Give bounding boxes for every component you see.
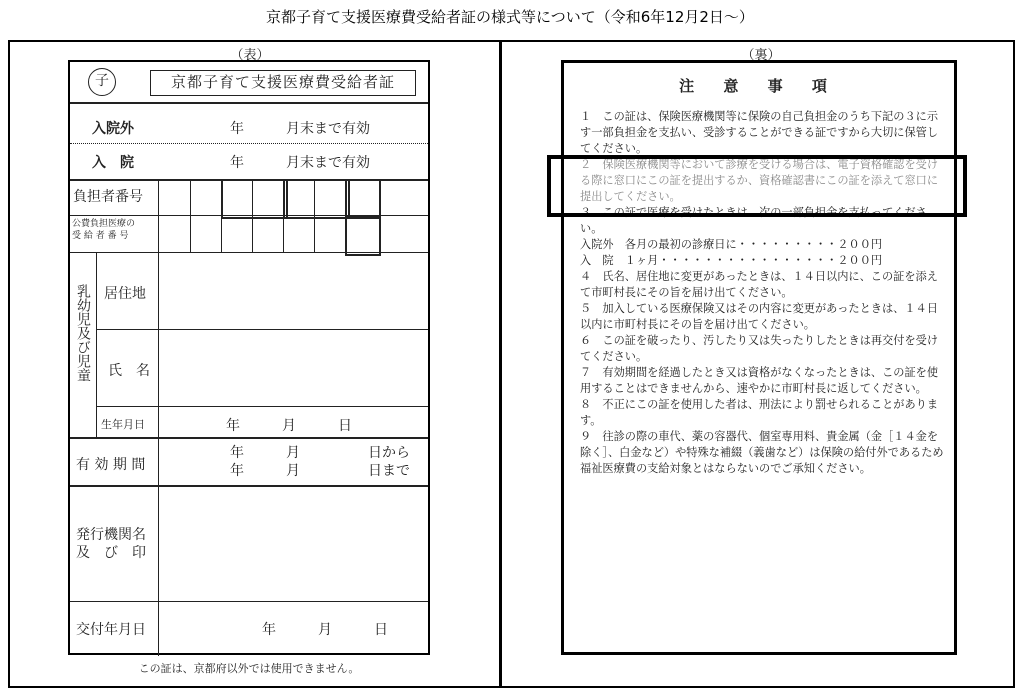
valid-to-ym: 年 月 [230,463,300,479]
usage-note: この証は、京都府以外では使用できません。 [138,662,360,675]
certificate-back [561,60,957,655]
recipient-number-label-1: 公費負担医療の [72,219,136,229]
recipient-number-label-2: 受 給 者 番 号 [72,231,129,241]
name-label: 氏 名 [108,363,150,379]
note-fee-inpatient: 入 院 １ヶ月・・・・・・・・・・・・・・・・２００円 [580,254,883,267]
front-side-label: （表） [230,48,270,63]
back-side-label: （裏） [741,48,781,63]
card-title: 京都子育て支援医療費受給者証 [150,70,416,96]
valid-from-d: 日から [368,445,410,461]
note-item: ７ 有効期間を経過したとき又は資格がなくなったときは、この証を使用することはできませんから、速やかに市町村長に返してください。 [580,366,939,395]
birthdate-label: 生年月日 [101,418,145,431]
issuer-label-2: 及 び 印 [76,545,146,561]
note-item: ８ 不正にこの証を使用した者は、刑法により罰せられることがあります。 [580,398,939,427]
note-item: ３ この証で医療を受けたときは、次の一部負担金を支払ってください。 [580,206,927,235]
child-label: 乳幼児及び児童 [75,284,91,382]
issuer-label-1: 発行機関名 [76,527,146,543]
note-item: １ この証は、保険医療機関等に保険の自己負担金のうち下記の３に示す一部負担金を支払い、受診することができる証ですから大切に保管してください。 [580,110,939,155]
valid-to-d: 日まで [368,463,410,479]
note-item: ６ この証を破ったり、汚したり又は失ったりしたときは再交付を受けてください。 [580,334,939,363]
center-divider [499,40,502,688]
outpatient-label: 入院外 [92,121,134,137]
birthdate-value: 年 月 日 [226,418,352,434]
note-item: ４ 氏名、居住地に変更があったときは、１４日以内に、この証を添えて市町村長にその旨を届け出てください。 [580,270,938,299]
issue-date-label: 交付年月日 [76,622,146,638]
valid-period-label: 有 効 期 間 [76,457,146,473]
note-fee-outpatient: 入院外 各月の最初の診療日に・・・・・・・・・２００円 [580,238,883,251]
inpatient-label: 入 院 [92,155,134,171]
valid-from-ym: 年 月 [230,445,300,461]
inpatient-validity: 年 月末まで有効 [230,155,370,171]
note-item: ２ 保険医療機関等において診療を受ける場合は、電子資格確認を受ける際に窓口にこの証を提出するか、資格確認書にこの証を添えて窓口に提出してください。 [580,158,939,203]
notes-title: 注 意 事 項 [679,77,839,95]
highlight-box [547,155,967,217]
ko-mark: 子 [88,68,116,96]
note-item: ５ 加入している医療保険又はその内容に変更があったときは、１４日以内に市町村長にその旨を届け出てください。 [580,302,938,331]
outpatient-validity: 年 月末まで有効 [230,121,370,137]
note-item: ９ 往診の際の車代、薬の容器代、個室専用料、貴金属（金［１４金を除く］、白金など）や特殊な補綴（義歯など）は保険の給付外であるため福祉医療費の支給対象とはならないのでご承知ください。 [580,430,944,475]
address-label: 居住地 [104,286,146,302]
issue-date-value: 年 月 日 [262,622,388,638]
payer-number-label: 負担者番号 [73,189,143,205]
certificate-front [68,60,430,655]
page-title: 京都子育て支援医療費受給者証の様式等について（令和6年12月2日～） [266,8,754,26]
